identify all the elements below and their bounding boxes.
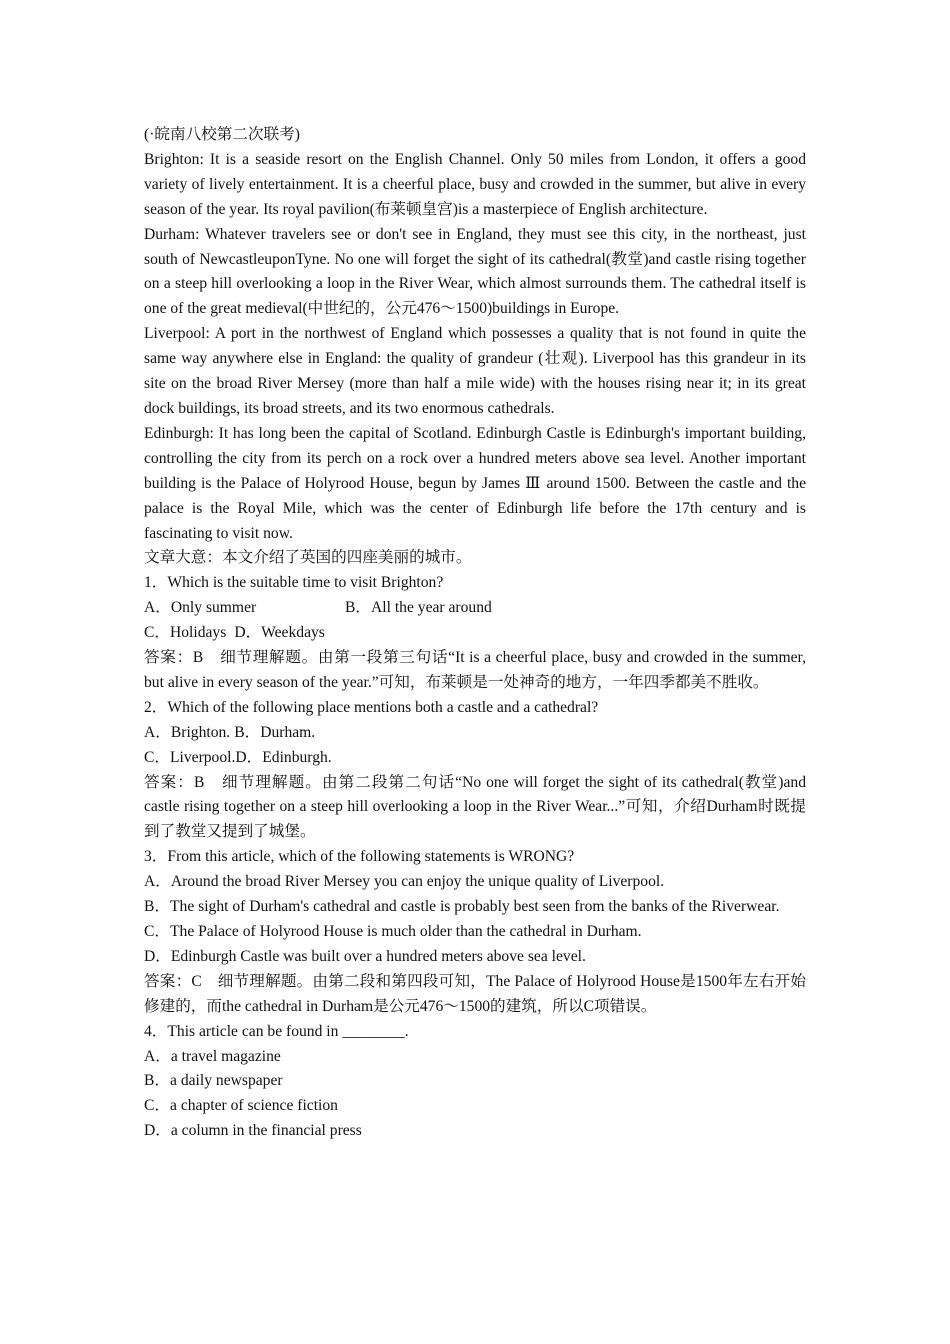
question-2-option-a: A．Brighton. xyxy=(144,723,231,741)
question-4-option-d: D．a column in the financial press xyxy=(144,1122,362,1140)
question-2-option-b: B．Durham. xyxy=(234,723,316,741)
question-3-option-b: B．The sight of Durham's cathedral and castle is probably best seen from the banks of the Riverwear. xyxy=(144,898,780,916)
source-note: (·皖南八校第二次联考) xyxy=(144,126,300,143)
question-1-option-b: B．All the year around xyxy=(345,599,492,617)
question-1-stem: 1．Which is the suitable time to visit Brighton? xyxy=(144,574,444,592)
question-1-option-d: D．Weekdays xyxy=(234,624,325,642)
question-2-answer: 答案：B 细节理解题。由第二段第二句话“No one will forget the sight of its cathedral(教堂)and castle rising together on a steep hill overlooking a loop in the River Wear...”可知，介绍Durham时既提到了教堂又提到了城堡。 xyxy=(144,773,806,841)
question-2-option-c: C．Liverpool. xyxy=(144,748,236,766)
question-1-options-ab xyxy=(144,596,806,621)
question-1-options-cd xyxy=(144,621,806,646)
question-4-stem: 4．This article can be found in ________. xyxy=(144,1022,409,1040)
question-4-option-b: B．a daily newspaper xyxy=(144,1072,283,1090)
passage-durham: Durham: Whatever travelers see or don't see in England, they must see this city, in the northeast, just south of NewcastleuponTyne. No one will forget the sight of its cathedral(教堂)and castle rising together on a steep hill overlooking a loop in the River Wear, which almost surrounds them. The cathedral itself is one of the great medieval(中世纪的，公元476～1500)buildings in Europe. xyxy=(144,225,806,318)
question-1-option-c: C．Holidays xyxy=(144,624,227,642)
question-2-stem: 2．Which of the following place mentions both a castle and a cathedral? xyxy=(144,698,599,716)
question-4-option-a: A．a travel magazine xyxy=(144,1047,281,1065)
question-2-option-d: D．Edinburgh. xyxy=(235,748,332,766)
question-1-option-a: A．Only summer xyxy=(144,599,257,617)
passage-liverpool: Liverpool: A port in the northwest of England which possesses a quality that is not found in quite the same way anywhere else in England: the quality of grandeur (壮观). Liverpool has this grandeur in its site on the broad River Mersey (more than half a mile wide) with the houses rising near it; in its great dock buildings, its broad streets, and its two enormous cathedrals. xyxy=(144,325,806,417)
question-3-option-a: A．Around the broad River Mersey you can enjoy the unique quality of Liverpool. xyxy=(144,873,665,891)
passage-edinburgh: Edinburgh: It has long been the capital of Scotland. Edinburgh Castle is Edinburgh's important building, controlling the city from its perch on a rock over a hundred meters above sea level. Another important building is the Palace of Holyrood House, begun by James Ⅲ around 1500. Between the castle and the palace is the Royal Mile, which was the center of Edinburgh life before the 17th century and is fascinating to visit now. xyxy=(144,424,806,542)
document-page xyxy=(144,123,806,1144)
question-2-options-cd xyxy=(144,746,806,771)
question-2-options-ab xyxy=(144,721,806,746)
question-3-answer: 答案：C 细节理解题。由第二段和第四段可知，The Palace of Holyrood House是1500年左右开始修建的，而the cathedral in Durham是公元476～1500的建筑，所以C项错误。 xyxy=(144,972,806,1015)
passage-brighton: Brighton: It is a seaside resort on the English Channel. Only 50 miles from London, it offers a good variety of lively entertainment. It is a cheerful place, busy and crowded in the summer, but alive in every season of the year. Its royal pavilion(布莱顿皇宫)is a masterpiece of English architecture. xyxy=(144,150,806,218)
question-3-option-d: D．Edinburgh Castle was built over a hundred meters above sea level. xyxy=(144,947,586,965)
question-4-option-c: C．a chapter of science fiction xyxy=(144,1097,338,1115)
question-3-option-c: C．The Palace of Holyrood House is much older than the cathedral in Durham. xyxy=(144,923,642,940)
question-3-stem: 3．From this article, which of the following statements is WRONG? xyxy=(144,848,575,866)
summary: 文章大意：本文介绍了英国的四座美丽的城市。 xyxy=(144,549,472,567)
question-1-answer: 答案：B 细节理解题。由第一段第三句话“It is a cheerful place, busy and crowded in the summer, but alive in every season of the year.”可知，布莱顿是一处神奇的地方，一年四季都美不胜收。 xyxy=(144,649,806,691)
